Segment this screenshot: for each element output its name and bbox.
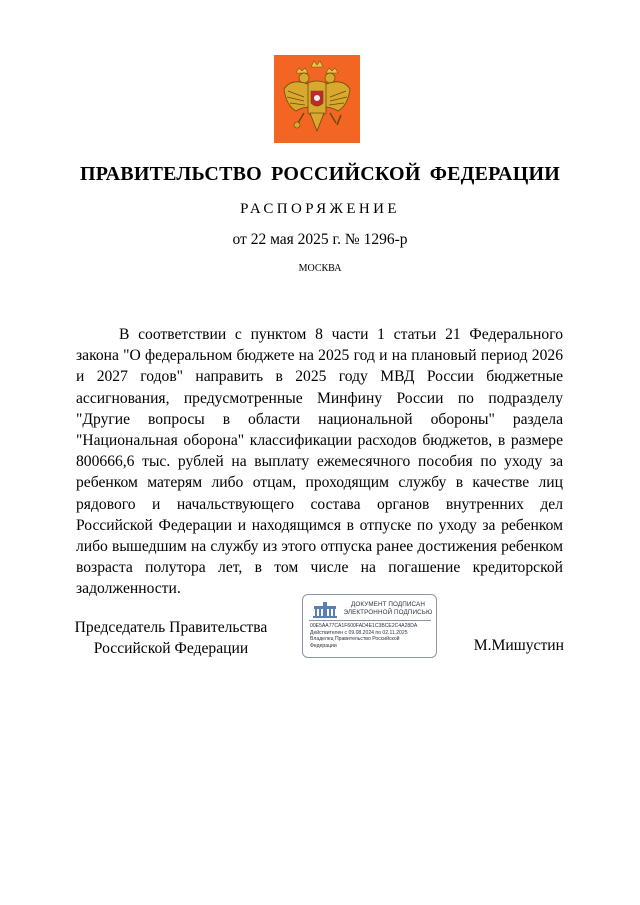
coat-of-arms-icon [274, 55, 360, 143]
stamp-owner-line2: Федерации [310, 643, 337, 650]
stamp-validity: Действителен с 09.08.2024 по 02.11.2025 [310, 629, 408, 636]
signatory-position-line1: Председатель Правительства [74, 619, 268, 636]
stamp-owner-line1: Владелец Правительство Российской [310, 636, 400, 643]
stamp-divider [309, 620, 431, 621]
electronic-signature-stamp [302, 594, 437, 658]
government-building-icon [311, 601, 339, 619]
signatory-position [60, 617, 282, 659]
document-date-number: от 22 мая 2025 г. № 1296-р [232, 231, 408, 248]
document-type: РАСПОРЯЖЕНИЕ [240, 201, 400, 217]
stamp-certificate: 00E5AA77CA1F600FAD4E1C3BCE2C4A28DA [310, 623, 418, 629]
signatory-name: М.Мишустин [473, 637, 564, 654]
government-title: ПРАВИТЕЛЬСТВО РОССИЙСКОЙ ФЕДЕРАЦИИ [80, 163, 560, 185]
stamp-title [341, 601, 435, 616]
stamp-title-line2: ЭЛЕКТРОННОЙ ПОДПИСЬЮ [343, 608, 433, 616]
document-city: МОСКВА [298, 263, 342, 274]
order-paragraph: В соответствии с пунктом 8 части 1 статьи 21 Федерального закона "О федеральном бюджете на 2025 год и на плановый период 2026 и 2027 годов" направить в 2025 году МВД России бюджетные ассигнования, предусмотренные Минфину России по подразделу "Другие вопросы в области национальной обороны" раздела "Национальная оборона" классификации расходов бюджетов, в размере 800666,6 тыс. рублей на выплату ежемесячного пособия по уходу за ребенком матерям либо отцам, проходящим службу в качестве лиц рядового и начальствующего состава органов внутренних дел Российской Федерации и находящимся в отпуске по уходу за ребенком либо вышедшим на службу из этого отпуска ранее достижения ребенком возраста полутора лет, в том числе на погашение кредиторской задолженности. [76, 326, 563, 598]
stamp-title-line1: ДОКУМЕНТ ПОДПИСАН [351, 601, 425, 608]
stamp-details [310, 623, 434, 650]
signatory-position-line2: Российской Федерации [93, 640, 249, 657]
